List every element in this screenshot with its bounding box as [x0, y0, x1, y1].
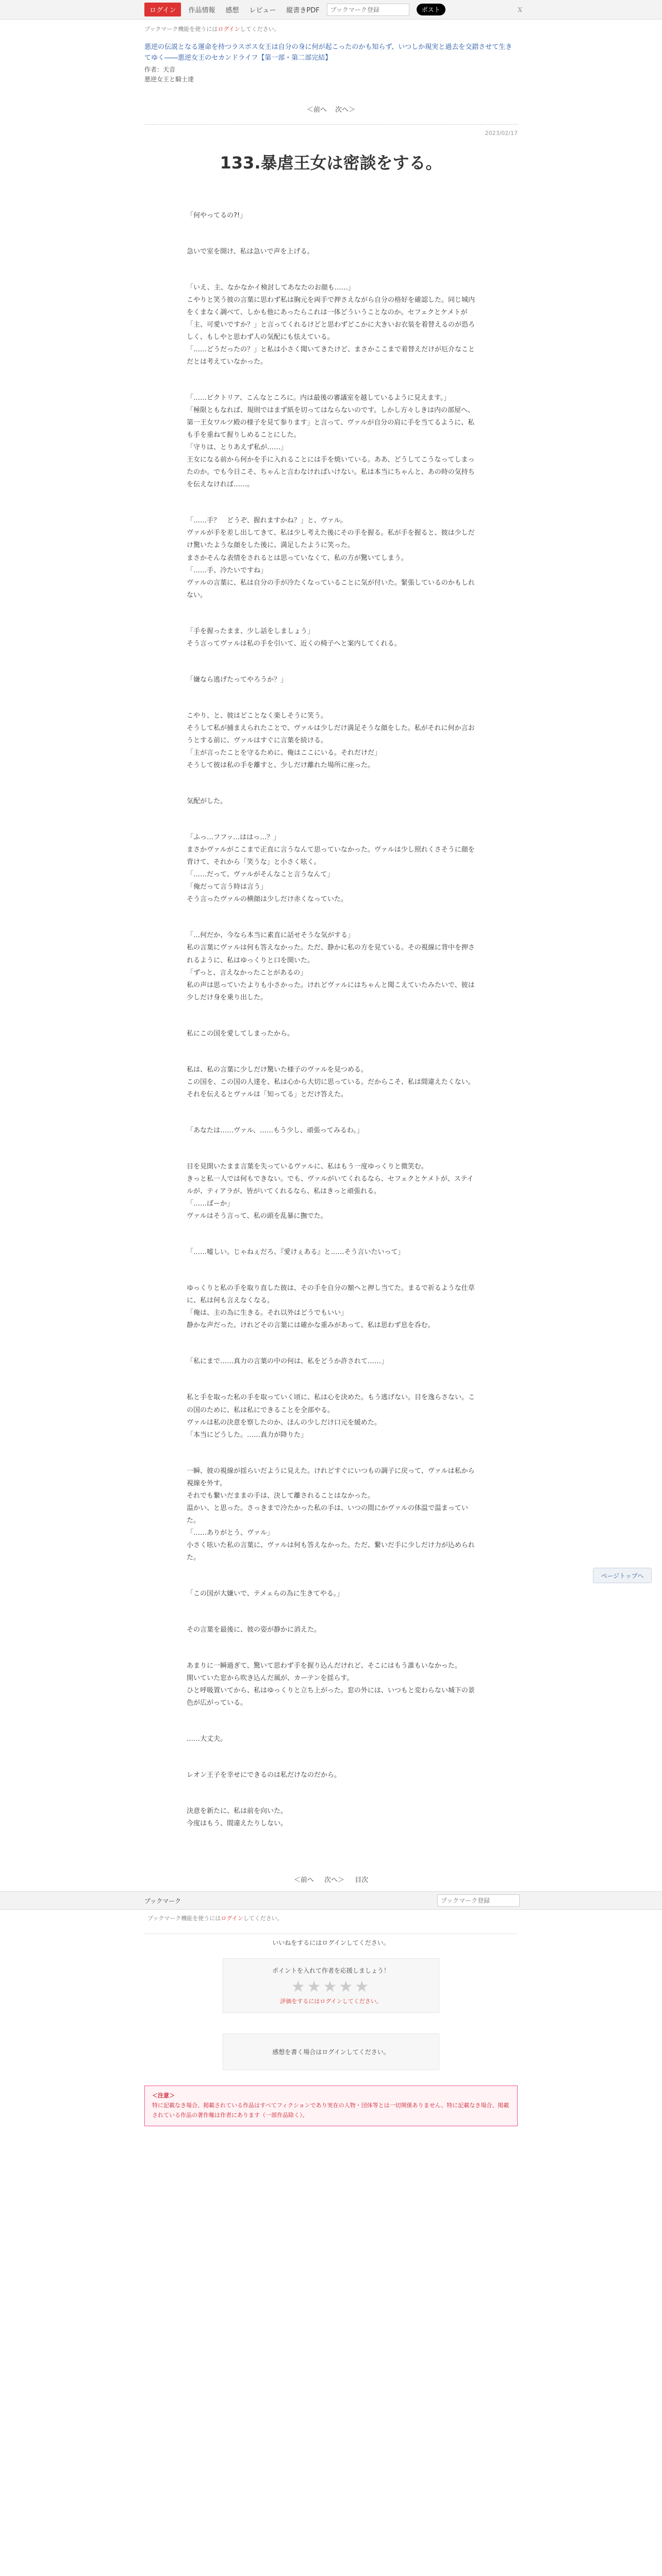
login-button[interactable]: ログイン	[144, 3, 181, 16]
impression-box[interactable]: 感想を書く場合はログインしてください。	[223, 2033, 439, 2070]
footer-toc-link[interactable]: 目次	[355, 1876, 369, 1885]
rating-stars-icon[interactable]: ★★★★★	[291, 1978, 371, 1996]
x-post-button[interactable]: ポスト	[417, 4, 445, 15]
paragraph: 「あなたは……ヴァル、……もう少し、頑張ってみるわ。」	[187, 1126, 363, 1134]
paragraph: その言葉を最後に、彼の姿が静かに消えた。	[187, 1626, 321, 1634]
header-meta	[144, 20, 518, 210]
bottom-bar	[0, 1891, 662, 1910]
paragraph: 一瞬、彼の視線が揺らいだように見えた。けれどすぐにいつもの調子に戻って、ヴァルは私から視線を外す。 それでも繋いだままの手は、決して離されることはなかった。 温かい、と思った。さっきまで冷たかった私の手は、いつの間にかヴァルの体温で温まっていた。 「……ありがとう、ヴァル」 小さく呟いた私の言葉に、ヴァルは何も答えなかった。ただ、繋いだ手に少しだけ力が込められた。	[187, 1467, 475, 1562]
paragraph: 「この国が大嫌いで、テメェらの為に生きてやる。」	[187, 1590, 344, 1598]
paragraph: 「……嘘しい。じゃねぇだろ、『愛けぇある』と……そう言いたいって」	[187, 1248, 405, 1257]
footer-prev-link[interactable]: ＜前へ	[293, 1876, 314, 1885]
nav-review[interactable]: レビュー	[249, 7, 276, 14]
paragraph: 「…何だか、今なら本当に素直に話せそうな気がする」 私の言葉にヴァルは何も答えなかった。ただ、静かに私の方を見ている。その視線に背中を押されるように、私はゆっくりと口を開いた。 「ずっと、言えなかったことがあるの」 私の声は思っていたよりも小さかった。けれどヴァルにはちゃんと聞こえていたみたいで、彼は少しだけ身を乗り出した。	[187, 931, 475, 1002]
paragraph: レオン王子を幸せにできるのは私だけなのだから。	[187, 1771, 341, 1780]
rating-login-note: 評価をするにはログインしてください。	[280, 1998, 382, 2005]
paragraph: 目を見開いたまま言葉を失っているヴァルに、私はもう一度ゆっくりと微笑む。 きっと私一人では何もできない。でも、ヴァルがいてくれるなら、セフェクとケメトが、ステイルが、ティアラが、皆がいてくれるなら、私はきっと頑張れる。 「……ばーか」 ヴァルはそう言って、私の頭を乱暴に撫でた。	[187, 1162, 474, 1221]
chapter-title: 133.暴虐王女は密談をする。	[220, 152, 442, 173]
bookmark-note: ブックマーク機能を使うにはログインしてください。	[144, 26, 280, 32]
bottom-bookmark-label: ブックマーク	[144, 1897, 181, 1905]
caution-text: 特に記載なき場合、掲載されている作品はすべてフィクションであり実在の人物・団体等とは一切関係ありません。特に記載なき場合、掲載されている作品の著作権は作者にあります（一部作品除く）。	[152, 2102, 509, 2119]
paragraph: 「……ビクトリア、こんなところに。内は最後の審議室を越しているように見えます。」 「極限ともなれば、規則ではまず紙を切ってはならないのです。しかし方々しきは内の部屋へ、第一王女ワルツ殿の様子を見て参ります」と言って、ヴァルが自分の肩に手を当てるように、私も手を重ねて握りしめることにした。 「守りは、とりあえず私が……」 王女になる前から何かを手に入れることには手を焼いている。ああ、どうしてこうなってしまったのか。でも今日こそ、ちゃんと言わなければいけない。私は本当にちゃんと、あの時の気持ちを伝えなければ……。	[187, 394, 475, 489]
top-bar-left	[144, 3, 445, 16]
footer-pager	[0, 1854, 662, 1891]
paragraph: 「いえ、主、なかなかイ検討してあなたのお顔も……」 こやりと笑う彼の言葉に思わず私は胸元を両手で押さえながら自分の格好を確認した。同じ城内をくまなく調べて、しかも他にあったらこれは一体どういうことなのか。セフェクとケメトが「主、可愛いですか？」と言ってくれるけどと思わずどこかに大きいお衣装を着替えるのが恐ろしく、もしやと思わず人の気配にも怯えている。 「……どうだったの？」と私は小さく聞いてきたけど、まさかここまで着替えだけが厄介なことだとは考えていなかった。	[187, 283, 475, 366]
bookmark-login-link[interactable]: ログイン	[218, 26, 240, 32]
paragraph: こやり、と、彼はどことなく楽しそうに笑う。 そうして私が捕まえられたことで、ヴァルは少しだけ満足そうな顔をした。私がそれに何か言おうとする前に、ヴァルはすぐに言葉を続ける。 「主が言ったことを守るために、俺はここにいる。それだけだ」 そうして彼は私の手を離すと、少しだけ離れた場所に座った。	[187, 711, 475, 770]
top-bar	[0, 0, 662, 20]
paragraph: あまりに一瞬過ぎて、驚いて思わず手を握り込んだけれど、そこにはもう誰もいなかった。 開いていた窓から吹き込んだ風が、カーテンを揺らす。 ひと呼吸置いてから、私はゆっくりと立ち上がった。窓の外には、いつもと変わらない城下の景色が広がっている。	[187, 1662, 475, 1707]
paragraph: 「私にまで……真力の言葉の中の何は、私をどうか許されて……」	[187, 1358, 388, 1366]
x-logo-icon[interactable]: Ｘ	[517, 6, 523, 13]
caution-box	[144, 2086, 518, 2126]
post-date: 2023/02/17	[485, 129, 518, 137]
paragraph: 決意を新たに、私は前を向いた。 今度はもう、間違えたりしない。	[187, 1807, 288, 1828]
top-prev-link[interactable]: ＜前へ	[306, 106, 327, 114]
top-next-link[interactable]: 次へ＞	[335, 106, 356, 114]
nav-impressions[interactable]: 感想	[225, 7, 239, 14]
footer-next-link[interactable]: 次へ＞	[324, 1876, 344, 1885]
paragraph: 私にこの国を愛してしまったから。	[187, 1029, 294, 1038]
paragraph: ゆっくりと私の手を取り直した彼は、その手を自分の額へと押し当てた。まるで祈るような仕草に、私は何も言えなくなる。 「俺は、主の為に生きる。それ以外はどうでもいい」 静かな声だった。けれどその言葉には確かな重みがあって、私は思わず息を呑む。	[187, 1284, 475, 1330]
paragraph: 気配がした。	[187, 798, 227, 806]
paragraph: 私は、私の言葉に少しだけ驚いた様子のヴァルを見つめる。 この国を、この国の人達を、私は心から大切に思っている。だからこそ、私は間違えたくない。 それを伝えるとヴァルは「知ってる」とだけ答えた。	[187, 1065, 475, 1098]
paragraph: 「嫌なら逃げたってやろうか？」	[187, 675, 288, 684]
paragraph: 「何やってるの?!」	[187, 211, 247, 219]
series-subtitle: 悪逆女王と騎士達	[144, 75, 194, 83]
page-top-button[interactable]: ページトップへ	[593, 1568, 652, 1583]
bottom-bookmark-note: ブックマーク機能を使うにはログインしてください。	[147, 1915, 283, 1922]
paragraph: ……大丈夫。	[187, 1735, 227, 1743]
rating-section	[144, 1934, 518, 2070]
top-pager	[144, 83, 518, 124]
rating-box	[223, 1958, 439, 2013]
rating-prompt: ポイントを入れて作者を応援しましょう！	[272, 1967, 390, 1975]
bookmark-input[interactable]	[327, 4, 409, 16]
nav-work-info[interactable]: 作品情報	[188, 7, 216, 14]
paragraph: 私と手を取った私の手を取っていく頃に、私は心を決めた。もう逃げない。目を逸らさない。この国のために、私は私にできることを全部やる。 ヴァルは私の決意を察したのか、ほんの少しだけ口元を緩めた。 「本当にどうした。……真力が降りた」	[187, 1394, 475, 1439]
caution-heading: ＜注意＞	[152, 2092, 175, 2099]
paragraph: 急いで室を開け、私は急いで声を上げる。	[187, 247, 314, 256]
bottom-login-link[interactable]: ログイン	[221, 1915, 243, 1922]
bottom-bookmark-input[interactable]	[437, 1894, 520, 1907]
paragraph: 「ふっ…フフッ…ははっ…？」 まさかヴァルがここまで正直に言うなんて思っていなかった。ヴァルは少し照れくさそうに顔を背けて、それから「笑うな」と小さく呟く。 「……だって、ヴァルがそんなこと言うなんて」 「俺だって言う時は言う」 そう言ったヴァルの横顔は少しだけ赤くなっていた。	[187, 834, 475, 904]
paragraph: 「手を握ったまま、少し話をしましょう」 そう言ってヴァルは私の手を引いて、近くの椅子へと案内してくれる。	[187, 627, 401, 648]
like-login-note: いいねをするにはログインしてください。	[144, 1934, 518, 1951]
author-label[interactable]: 作者：天音	[144, 65, 176, 73]
paragraph: 「……手？ どうぞ、握れますかね？」と、ヴァル。 ヴァルが手を差し出してきて、私は少し考えた後にその手を握る。私が手を握ると、彼は少しだけ驚いたような顔をした後に、満足したように笑った。 まさかそんな表情をされるとは思っていなくて、私の方が驚いてしまう。 「……手、冷たいですね」 ヴァルの言葉に、私は自分の手が冷たくなっていることに気が付いた。緊張しているのかもしれない。	[187, 517, 475, 599]
series-title-link[interactable]: 悪逆の伝説となる運命を持つラスボス女王は自分の身に何が起こったのかも知らず、いつしか現実と過去を交錯させて生きてゆく――悪逆女王のセカンドライフ【第一部・第二部完結】	[144, 43, 512, 62]
chapter-body	[187, 210, 475, 1831]
nav-vertical-pdf[interactable]: 縦書きPDF	[286, 7, 320, 14]
